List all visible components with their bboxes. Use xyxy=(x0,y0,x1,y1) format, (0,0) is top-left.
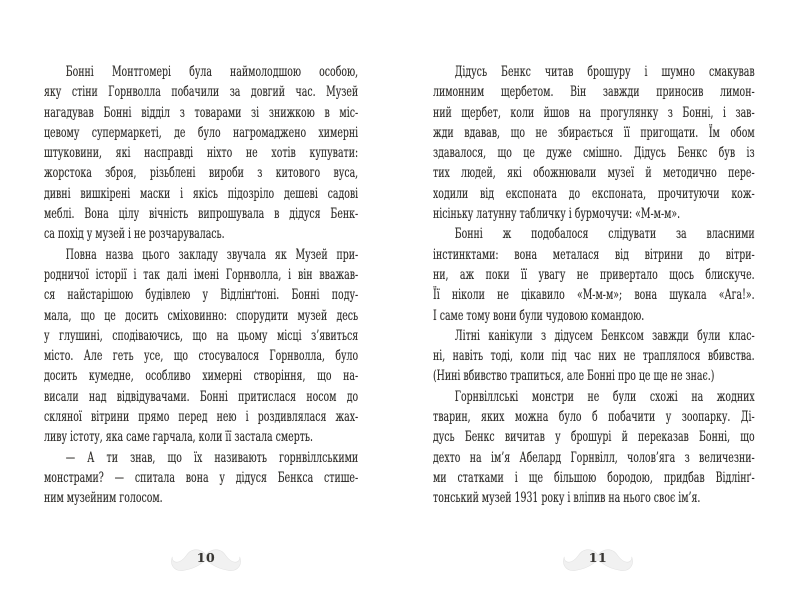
text-line: ходили від експоната до експоната, прочитуючи кож- xyxy=(433,185,755,202)
text-line: І саме тому вони були чудовою командою. xyxy=(433,307,645,324)
text-line: нісіньку латунну табличку і бурмочучи: «М-м-м». xyxy=(433,206,681,223)
text-line: яку стіни Горнволла побачили за довгий час. Музей xyxy=(44,84,359,101)
text-line: тварин, яких можна було б побачити у зоопарку. Ді- xyxy=(433,409,755,426)
paragraph xyxy=(44,448,358,509)
paragraph xyxy=(433,326,755,387)
text-line: тих людей, які обожнювали музеї й методично пере- xyxy=(433,165,755,182)
text-line: ни, аж поки її увагу не привертало щось блискуче. xyxy=(433,266,755,283)
text-line: місто. Але геть усе, що стосувалося Горнволла, було xyxy=(44,348,359,365)
page-left-footer xyxy=(161,546,251,578)
text-line: скляної вітрини прямо перед нею і роздивлялася жах- xyxy=(44,409,359,426)
text-line: мала, що це досить сміховинно: спорудити музей десь xyxy=(44,307,359,324)
page-left-text xyxy=(44,62,358,509)
text-line: Літні канікули з дідусем Бенксом завжди були клас- xyxy=(454,327,755,344)
text-line: лимонним щербетом. Він завжди приносив лимон- xyxy=(433,84,755,101)
text-line: Бонні ж подобалося слідувати за власними xyxy=(454,226,755,243)
page-number: 10 xyxy=(196,550,216,565)
page-right-footer xyxy=(553,546,643,578)
text-line: Дідусь Бенкс читав брошуру і шумно смакував xyxy=(454,64,755,80)
text-line: нагадував Бонні відділ з товарами зі знижкою в міс- xyxy=(44,104,359,121)
text-line: Повна назва цього закладу звучала як Музей при- xyxy=(65,246,359,263)
text-line: Її ніколи не цікавило «М-м-м»; вона шукала «Ага!». xyxy=(433,287,755,304)
text-line: здавалося, що це дуже смішно. Дідусь Бенкс був із xyxy=(433,145,755,162)
text-line: ми статками і ще більшою бородою, придбав Відлінґ- xyxy=(433,469,755,486)
paragraph xyxy=(433,62,755,224)
text-line: Горнвіллські монстри не були схожі на жодних xyxy=(454,388,755,405)
text-line: у глушині, сподіваючись, що на цьому місці з’явиться xyxy=(44,327,359,344)
paragraph xyxy=(44,62,358,245)
text-line: монстрами? — спитала вона у дідуся Бенкса стише- xyxy=(44,469,359,486)
text-line: інстинктами: вона металася від вітрини до вітри- xyxy=(433,246,755,263)
text-line: досить кумедне, особливо химерні створіння, що на- xyxy=(44,368,359,385)
text-line: висали над відвідувачами. Бонні притислася носом до xyxy=(44,388,359,405)
page-right xyxy=(400,0,800,614)
text-line: родничої історії і так далі імені Горнволла, і він вважав- xyxy=(44,266,359,283)
paragraph xyxy=(433,387,755,509)
text-line: цевому супермаркеті, де було нагромаджено химерні xyxy=(44,124,359,141)
text-line: жди вдавав, що не збирається її пригощати. Їм обом xyxy=(433,124,755,141)
page-right-text xyxy=(433,62,755,509)
text-line: меблі. Вона цілу вічність випрошувала в дідуся Бенк- xyxy=(44,206,359,223)
text-line: — А ти знав, що їх називають горнвіллськими xyxy=(65,449,359,466)
text-line: са похід у музей і не розчарувалась. xyxy=(44,226,225,243)
text-line: ним музейним голосом. xyxy=(44,490,163,507)
text-line: штуковини, які насправді ніхто не хотів купувати: xyxy=(44,145,359,162)
text-line: ся найстарішою будівлею у Відлінґтоні. Бонні поду- xyxy=(44,287,359,304)
text-line: тонський музей 1931 року і вліпив на нього своє ім’я. xyxy=(433,490,701,507)
text-line: ний щербет, коли йшов на прогулянку з Бонні, і зав- xyxy=(433,104,755,121)
text-line: дехто на ім’я Абелард Горнвілл, чолов’яга з величезни- xyxy=(433,449,755,466)
paragraph xyxy=(44,245,358,448)
text-line: ливу істоту, яка саме гарчала, коли її застала смерть. xyxy=(44,429,314,446)
text-line: дивні вишкірені маски і якісь підозріло дешеві садові xyxy=(44,185,359,202)
text-line: (Нині вбивство трапиться, але Бонні про це ще не знає.) xyxy=(433,368,715,385)
text-line: дусь Бенкс вичитав у брошурі й переказав Бонні, що xyxy=(433,429,755,446)
text-line: ні, навіть тоді, коли під час них не траплялося вбивства. xyxy=(433,348,755,365)
paragraph xyxy=(433,224,755,325)
text-line: Бонні Монтгомері була наймолодшою особою, xyxy=(65,64,359,80)
text-line: жорстока зброя, різьблені вироби з китового вуса, xyxy=(44,165,359,182)
page-number: 11 xyxy=(588,550,608,565)
